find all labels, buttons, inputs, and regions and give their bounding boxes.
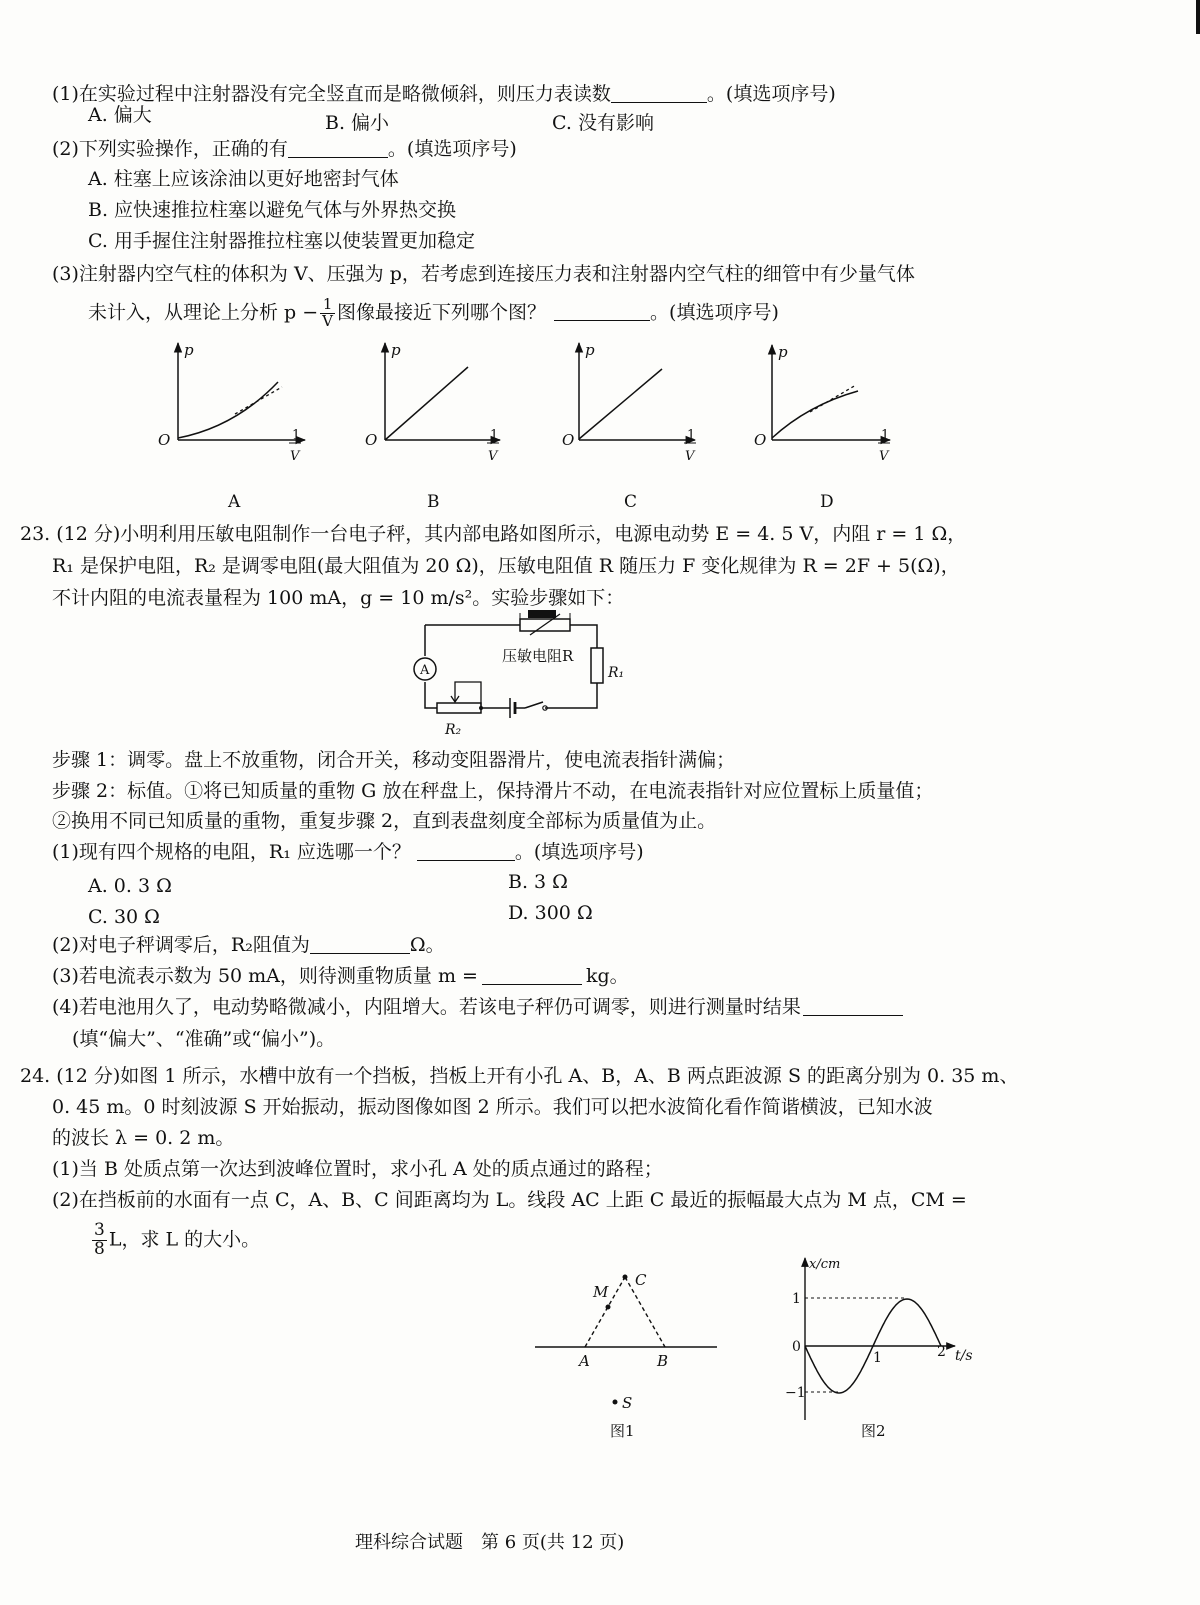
q22-part2-option-b: B. 应快速推拉柱塞以避免气体与外界热交换: [88, 199, 457, 221]
pressure-resistor-label: 压敏电阻R: [502, 647, 574, 665]
q22-part2-text: (2)下列实验操作，正确的有: [52, 138, 288, 160]
q22-part3-question: 图像最接近下列哪个图？: [337, 301, 547, 324]
fraction-denominator: V: [322, 311, 334, 330]
fraction-1-over-v: [320, 297, 335, 330]
q23-sub3-text: (3)若电流表示数为 50 mA，则待测重物质量 m =: [52, 965, 478, 987]
q23-sub4: [52, 995, 903, 1021]
q22-part3-line1: (3)注射器内空气柱的体积为 V、压强为 p，若考虑到连接压力表和注射器内空气柱的细管中有少量气体: [52, 263, 915, 285]
answer-blank[interactable]: [482, 965, 582, 985]
answer-blank[interactable]: [288, 138, 388, 158]
graph-c-line: [579, 369, 662, 439]
q23-sub1: [52, 840, 644, 866]
page-footer: 理科综合试题 第 6 页(共 12 页): [355, 1532, 625, 1553]
q23-step2: 步骤 2：标值。①将已知质量的重物 G 放在秤盘上，保持滑片不动，在电流表指针对应位置标上质量值；: [52, 780, 934, 802]
q23-sub2-unit: Ω。: [409, 934, 445, 956]
q23-step2b: ②换用不同已知质量的重物，重复步骤 2，直到表盘刻度全部标为质量值为止。: [52, 810, 717, 832]
answer-blank[interactable]: [611, 83, 707, 103]
q24-sub2-line2: [90, 1222, 260, 1259]
q23-line2: R₁ 是保护电阻，R₂ 是调零电阻(最大阻值为 20 Ω)，压敏电阻值 R 随压力 F 变化规律为 R = 2F + 5(Ω)，: [52, 555, 960, 577]
q22-part3-text: 未计入，从理论上分析 p −: [88, 301, 319, 324]
y-tick-minus-1: −1: [785, 1385, 806, 1401]
q22-option-c: C. 没有影响: [552, 112, 654, 134]
q22-part1-hint: 。(填选项序号): [706, 83, 836, 105]
q22-option-b: B. 偏小: [325, 112, 390, 134]
q23-line1: 23. (12 分)小明利用压敏电阻制作一台电子秤，其内部电路如图所示，电源电动势 E = 4. 5 V，内阻 r = 1 Ω，: [20, 523, 967, 545]
axis-label-p: p: [184, 341, 194, 359]
figure-2-vibration-graph: [775, 1250, 985, 1455]
q23-option-a: A. 0. 3 Ω: [88, 875, 172, 897]
figure-1-water-tank: [535, 1265, 725, 1455]
graph-label-a: A: [228, 492, 241, 512]
graph-d: [754, 343, 890, 512]
graph-d-curve: [772, 391, 858, 438]
figure-1-caption: 图1: [610, 1422, 635, 1440]
axis-label-p: p: [778, 343, 788, 361]
switch: [525, 702, 543, 708]
graph-b-line: [385, 367, 468, 440]
point-c: [623, 1275, 628, 1280]
point-s: [613, 1400, 618, 1405]
y-tick-0: 0: [792, 1339, 801, 1355]
q22-part1: [52, 82, 836, 108]
q22-option-a: A. 偏大: [88, 104, 152, 126]
x-axis-numerator: 1: [292, 428, 301, 443]
q23-sub3-unit: kg。: [585, 965, 629, 987]
q23-sub4-text: (4)若电池用久了，电动势略微减小，内阻增大。若该电子秤仍可调零，则进行测量时结果: [52, 996, 801, 1018]
graph-a-curve: [178, 382, 278, 438]
graph-d-dashed-line: [810, 385, 856, 412]
x-tick-2: 2: [937, 1344, 946, 1360]
q24-sub2-tail: L，求 L 的大小。: [108, 1228, 261, 1251]
graph-b: [365, 341, 500, 512]
fraction-denominator: 8: [94, 1238, 105, 1259]
label-a: A: [579, 1352, 590, 1370]
answer-blank[interactable]: [554, 301, 650, 321]
ammeter-label: A: [420, 663, 430, 678]
fraction-numerator: 1: [320, 297, 335, 314]
x-axis-numerator: 1: [881, 428, 890, 443]
q23-option-b: B. 3 Ω: [508, 871, 568, 893]
q24-sub1: (1)当 B 处质点第一次达到波峰位置时，求小孔 A 处的质点通过的路程；: [52, 1158, 663, 1180]
resistor-r1: [591, 648, 603, 683]
rheostat-r2-label: R₂: [445, 722, 462, 738]
answer-blank[interactable]: [417, 841, 515, 861]
graph-c: [562, 341, 696, 512]
origin-label: O: [754, 431, 767, 449]
origin-label: O: [365, 431, 378, 449]
label-s: S: [622, 1394, 633, 1412]
answer-blank[interactable]: [803, 996, 903, 1016]
q23-step1: 步骤 1：调零。盘上不放重物，闭合开关，移动变阻器滑片，使电流表指针满偏；: [52, 749, 736, 771]
q24-line1: 24. (12 分)如图 1 所示，水槽中放有一个挡板，挡板上开有小孔 A、B，A、B 两点距波源 S 的距离分别为 0. 35 m、: [20, 1065, 1019, 1087]
x-axis-denominator: V: [488, 449, 498, 464]
resistor-r1-label: R₁: [608, 665, 625, 681]
q23-sub4-line2: (填“偏大”、“准确”或“偏小”)。: [72, 1028, 336, 1050]
q24-line3: 的波长 λ = 0. 2 m。: [52, 1127, 235, 1149]
q22-part3-hint: 。(填选项序号): [650, 301, 779, 324]
x-axis-denominator: V: [290, 449, 300, 464]
q23-sub2: [52, 933, 445, 959]
origin-label: O: [158, 431, 171, 449]
axis-label-p: p: [585, 341, 595, 359]
x-axis-denominator: V: [879, 449, 889, 464]
label-c: C: [635, 1271, 647, 1289]
figure-2-caption: 图2: [861, 1422, 886, 1440]
fraction-numerator: 3: [94, 1220, 105, 1240]
axis-label-p: p: [391, 341, 401, 359]
q23-sub1-text: (1)现有四个规格的电阻，R₁ 应选哪一个？: [52, 841, 411, 863]
q23-option-d: D. 300 Ω: [508, 902, 593, 924]
x-axis-numerator: 1: [687, 428, 696, 443]
q22-part2-option-a: A. 柱塞上应该涂油以更好地密封气体: [88, 168, 399, 190]
q23-option-c: C. 30 Ω: [88, 906, 160, 928]
origin-label: O: [562, 431, 575, 449]
p-inverse-v-graphs: [140, 335, 910, 525]
label-b: B: [657, 1352, 669, 1370]
pressure-resistor: [520, 610, 570, 635]
q23-sub1-hint: 。(填选项序号): [514, 841, 644, 863]
q22-part1-text: (1)在实验过程中注射器没有完全竖直而是略微倾斜，则压力表读数: [52, 83, 611, 105]
q22-part2-hint: 。(填选项序号): [387, 138, 517, 160]
y-tick-1: 1: [792, 1291, 801, 1307]
label-m: M: [593, 1283, 609, 1301]
answer-blank[interactable]: [310, 934, 410, 954]
q24-line2: 0. 45 m。0 时刻波源 S 开始振动，振动图像如图 2 所示。我们可以把水波简化看作简谐横波，已知水波: [52, 1096, 933, 1118]
x-axis-label: t/s: [955, 1348, 973, 1364]
q24-sub2: (2)在挡板前的水面有一点 C，A、B、C 间距离均为 L。线段 AC 上距 C 最近的振幅最大点为 M 点，CM =: [52, 1189, 967, 1211]
graph-label-d: D: [820, 492, 834, 512]
graph-label-c: C: [624, 492, 638, 512]
graph-a: [158, 341, 305, 512]
rheostat-r2: [437, 703, 481, 713]
circuit-diagram: [400, 610, 625, 740]
q22-part3-line2: [88, 297, 779, 330]
q23-line3: 不计内阻的电流表量程为 100 mA，g = 10 m/s²。实验步骤如下：: [52, 587, 625, 609]
x-axis-numerator: 1: [490, 428, 499, 443]
point-m: [606, 1305, 611, 1310]
graph-label-b: B: [427, 492, 440, 512]
q22-part2-option-c: C. 用手握住注射器推拉柱塞以使装置更加稳定: [88, 230, 475, 252]
q23-sub3: [52, 964, 629, 990]
q22-part2: [52, 137, 517, 163]
fraction-3-over-8: [92, 1222, 107, 1259]
x-tick-1: 1: [873, 1350, 882, 1366]
x-axis-denominator: V: [685, 449, 695, 464]
scan-edge-mark: [1196, 0, 1200, 34]
y-axis-label: x/cm: [809, 1257, 841, 1272]
q23-sub2-text: (2)对电子秤调零后，R₂阻值为: [52, 934, 310, 956]
